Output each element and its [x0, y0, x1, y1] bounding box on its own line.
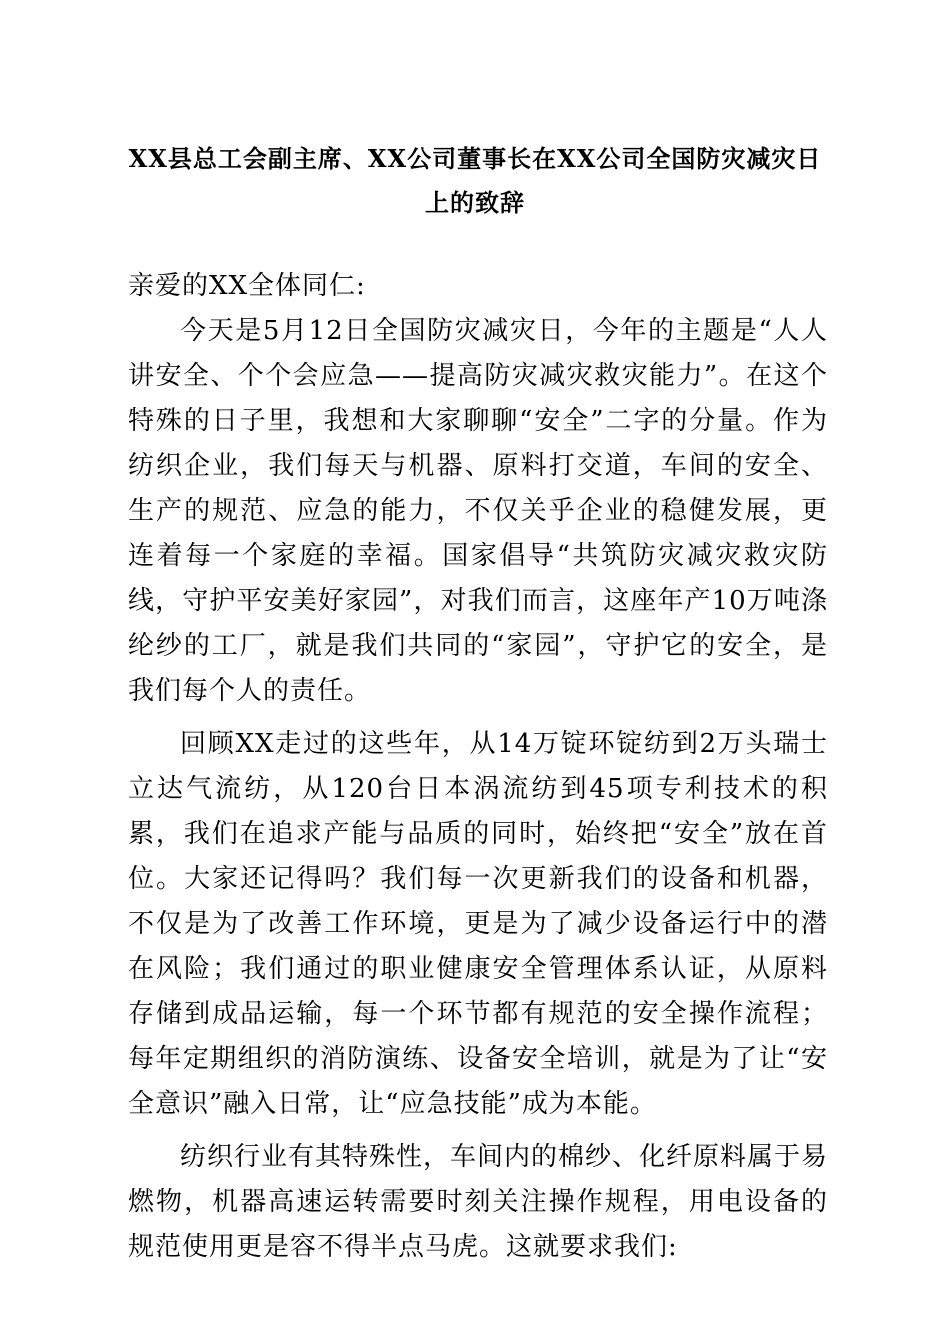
document-title — [120, 137, 830, 225]
salutation: 亲爱的XX全体同仁: — [128, 271, 366, 301]
paragraph-1: 今天是5月12日全国防灾减灾日，今年的主题是“人人讲安全、个个会应急——提高防灾减灾救灾能力”。在这个特殊的日子里，我想和大家聊聊“安全”二字的分量。作为纺织企业，我们每天与机器、原料打交道，车间的安全、生产的规范、应急的能力，不仅关乎企业的稳健发展，更连着每一个家庭的幸福。国家倡导“共筑防灾减灾救灾防线，守护平安美好家园”，对我们而言，这座年产10万吨涤纶纱的工厂，就是我们共同的“家园”，守护它的安全，是我们每个人的责任。 — [128, 316, 828, 706]
title-line-2: 上的致辞 — [425, 188, 525, 217]
title-line-1: XX县总工会副主席、XX公司董事长在XX公司全国防灾减灾日 — [128, 144, 822, 173]
paragraph-3: 纺织行业有其特殊性，车间内的棉纱、化纤原料属于易燃物，机器高速运转需要时刻关注操作规程，用电设备的规范使用更是容不得半点马虎。这就要求我们: — [128, 1142, 829, 1262]
document-body — [128, 264, 828, 1270]
paragraph-2: 回顾XX走过的这些年，从14万锭环锭纺到2万头瑞士立达气流纺，从120台日本涡流纺到45项专利技术的积累，我们在追求产能与品质的同时，始终把“安全”放在首位。大家还记得吗？我们每一次更新我们的设备和机器，不仅是为了改善工作环境，更是为了减少设备运行中的潜在风险；我们通过的职业健康安全管理体系认证，从原料存储到成品运输，每一个环节都有规范的安全操作流程；每年定期组织的消防演练、设备安全培训，就是为了让“安全意识”融入日常，让“应急技能”成为本能。 — [128, 729, 828, 1119]
